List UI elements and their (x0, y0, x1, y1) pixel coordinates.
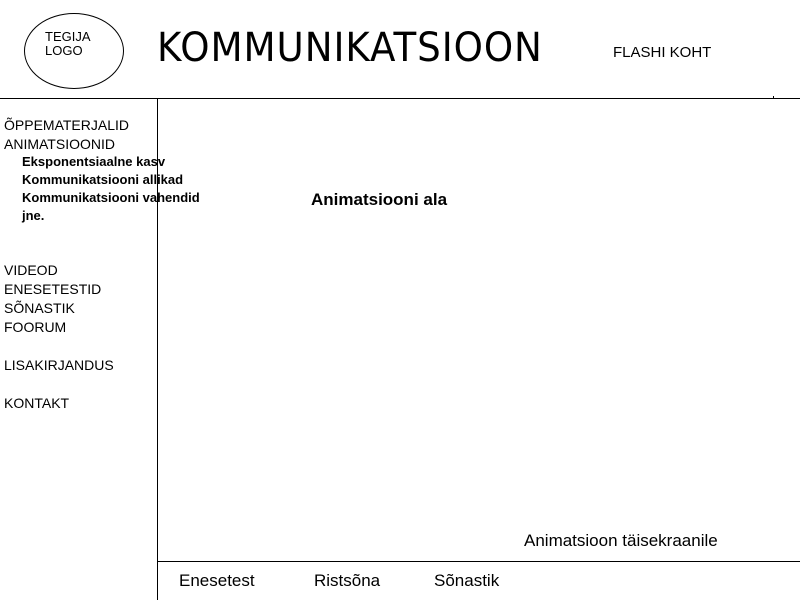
nav-item-videos[interactable]: VIDEOD (4, 262, 58, 278)
nav-subitem-etc: jne. (22, 208, 45, 223)
nav-subitem-communication-sources[interactable]: Kommunikatsiooni allikad (22, 172, 184, 187)
nav-item-study-materials[interactable]: ÕPPEMATERJALID (4, 117, 129, 133)
site-title: KOMMUNIKATSIOON (157, 25, 543, 71)
divider-tick (773, 96, 774, 99)
footer-divider (157, 561, 800, 562)
bottom-link-crossword[interactable]: Ristsõna (314, 571, 381, 590)
nav-item-further-reading[interactable]: LISAKIRJANDUS (4, 357, 114, 373)
header-divider (0, 98, 800, 99)
logo-placeholder (24, 13, 124, 89)
nav-item-contact[interactable]: KONTAKT (4, 395, 70, 411)
bottom-link-self-test[interactable]: Enesetest (179, 571, 255, 590)
nav-item-glossary[interactable]: SÕNASTIK (4, 300, 75, 316)
nav-item-self-tests[interactable]: ENESETESTID (4, 281, 102, 297)
fullscreen-animation-link[interactable]: Animatsioon täisekraanile (524, 531, 718, 550)
nav-item-animations[interactable]: ANIMATSIOONID (4, 136, 115, 152)
nav-item-forum[interactable]: FOORUM (4, 319, 67, 335)
bottom-link-glossary[interactable]: Sõnastik (434, 571, 500, 590)
logo-text: TEGIJA LOGO (45, 29, 91, 58)
animation-area-label: Animatsiooni ala (311, 190, 448, 209)
nav-subitem-exponential-growth[interactable]: Eksponentsiaalne kasv (22, 154, 166, 169)
nav-subitem-communication-means[interactable]: Kommunikatsiooni vahendid (22, 190, 200, 205)
flash-placeholder: FLASHI KOHT (613, 44, 712, 61)
